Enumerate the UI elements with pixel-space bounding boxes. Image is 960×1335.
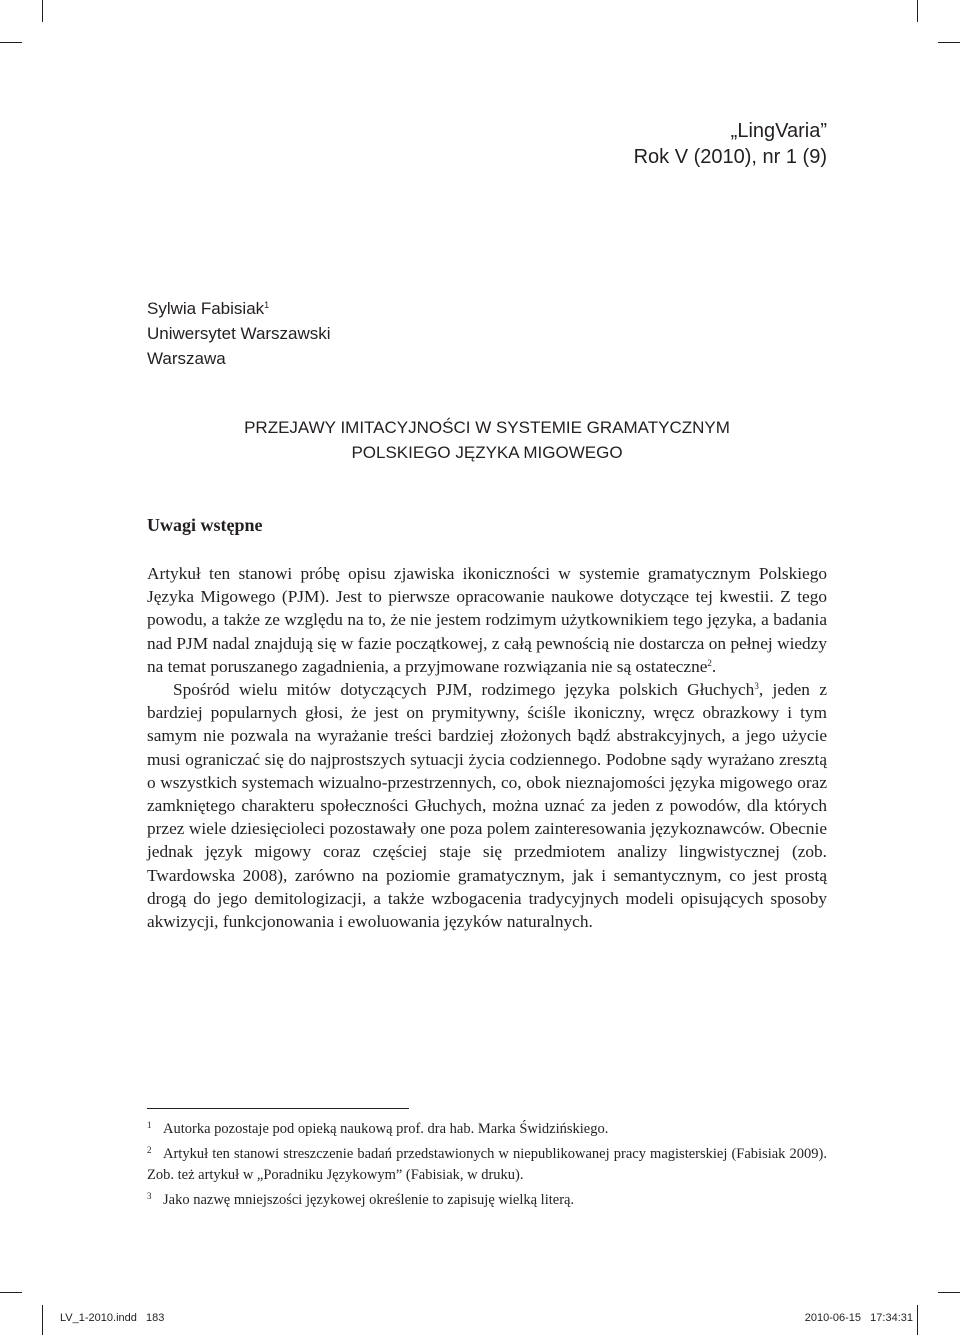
footnote-2: [147, 1140, 827, 1186]
crop-mark-top-left-h: [0, 42, 22, 43]
article-body: [147, 562, 827, 933]
footnote-number: 3: [147, 1191, 152, 1201]
footnotes: [147, 1115, 827, 1211]
footnote-number: 1: [147, 1120, 152, 1130]
footnote-ref-3: 3: [754, 681, 759, 692]
title-line-1: PRZEJAWY IMITACYJNOŚCI W SYSTEMIE GRAMATYCZNYM: [244, 418, 730, 437]
footnote-separator: [147, 1108, 409, 1109]
author-city: Warszawa: [147, 349, 226, 368]
footnote-3: [147, 1186, 827, 1211]
crop-mark-bottom-left-v: [42, 1305, 43, 1335]
slug-date: 2010-06-15: [804, 1312, 861, 1324]
slug-datetime: [805, 1312, 913, 1324]
paragraph-1-end: .: [711, 656, 717, 676]
author-affiliation: Uniwersytet Warszawski: [147, 324, 331, 343]
footnote-ref-2: 2: [707, 657, 712, 668]
paragraph-1: [147, 562, 827, 678]
crop-mark-top-right-h: [938, 42, 960, 43]
paragraph-2-text-b: , jeden z bardziej popularnych głosi, że jest on prymitywny, ściśle ikoniczny, wręcz obrazkowy i tym samym nie pozwala na wyrażanie treści bardziej złożonych bądź abstrakcyjnych, a jego użycie musi ograniczać się do najprostszych sytuacji życia codziennego. Podobne sądy wyrażano zresztą o wszystkich systemach wizualno-przestrzennych, co, obok nieznajomości języka migowego oraz zamkniętego charakteru społeczności Głuchych, można uznać za jeden z powodów, dla których przez wiele dziesięcioleci pozostawały one poza polem zainteresowania językoznawców. Obecnie jednak język migowy coraz częściej staje się przedmiotem analizy lingwistycznej (zob. Twardowska 2008), zarówno na poziomie gramatycznym, jak i semantycznym, co jest prostą drogą do jego demitologizacji, a także wzbogacenia tradycyjnych modeli opisujących sposoby akwizycji, funkcjonowania i ewoluowania języków naturalnych.: [147, 680, 827, 932]
title-line-2: POLSKIEGO JĘZYKA MIGOWEGO: [351, 443, 623, 462]
slug-page: 183: [146, 1312, 165, 1324]
paragraph-2: [147, 678, 827, 933]
crop-mark-bottom-right-v: [917, 1305, 918, 1335]
author-name: Sylwia Fabisiak: [147, 299, 265, 318]
footnote-text: Jako nazwę mniejszości językowej określenie to zapisuję wielką literą.: [163, 1192, 575, 1208]
footnote-ref-1: 1: [264, 300, 270, 310]
slug-filename: LV_1-2010.indd: [60, 1312, 137, 1324]
footnote-1: [147, 1115, 827, 1140]
crop-mark-bottom-right-h: [938, 1292, 960, 1293]
author-block: [147, 296, 331, 371]
crop-mark-top-right-v: [917, 0, 918, 22]
slug-file: [60, 1312, 164, 1324]
article-title: [147, 415, 827, 465]
crop-mark-bottom-left-h: [0, 1292, 22, 1293]
slug-time: 17:34:31: [870, 1312, 913, 1324]
paragraph-1-text: Artykuł ten stanowi próbę opisu zjawiska ikoniczności w systemie gramatycznym Polskiego Języka Migowego (PJM). Jest to pierwsze opracowanie naukowe dotyczące tej kwestii. Z tego powodu, a także ze względu na to, że nie jestem rodzimym użytkownikiem tego języka, a badania nad PJM nadal znajdują się w fazie początkowej, z całą pewnością nie dostarcza on pełnej wiedzy na temat poruszanego zagadnienia, a przyjmowane rozwiązania nie są ostateczne: [147, 564, 827, 676]
footnote-text: Autorka pozostaje pod opieką naukową prof. dra hab. Marka Świdzińskiego.: [163, 1121, 609, 1137]
crop-mark-top-left-v: [42, 0, 43, 22]
journal-issue: Rok V (2010), nr 1 (9): [633, 146, 827, 168]
footnote-text: Artykuł ten stanowi streszczenie badań przedstawionych w niepublikowanej pracy magisterskiej (Fabisiak 2009). Zob. też artykuł w „Poradniku Językowym” (Fabisiak, w druku).: [147, 1146, 827, 1183]
author-line: [147, 296, 331, 321]
paragraph-2-text-a: Spośród wielu mitów dotyczących PJM, rodzimego języka polskich Głuchych: [173, 680, 755, 700]
journal-header: [634, 118, 827, 170]
footnote-number: 2: [147, 1145, 152, 1155]
section-heading: Uwagi wstępne: [147, 515, 263, 535]
journal-name: „LingVaria”: [730, 120, 827, 142]
